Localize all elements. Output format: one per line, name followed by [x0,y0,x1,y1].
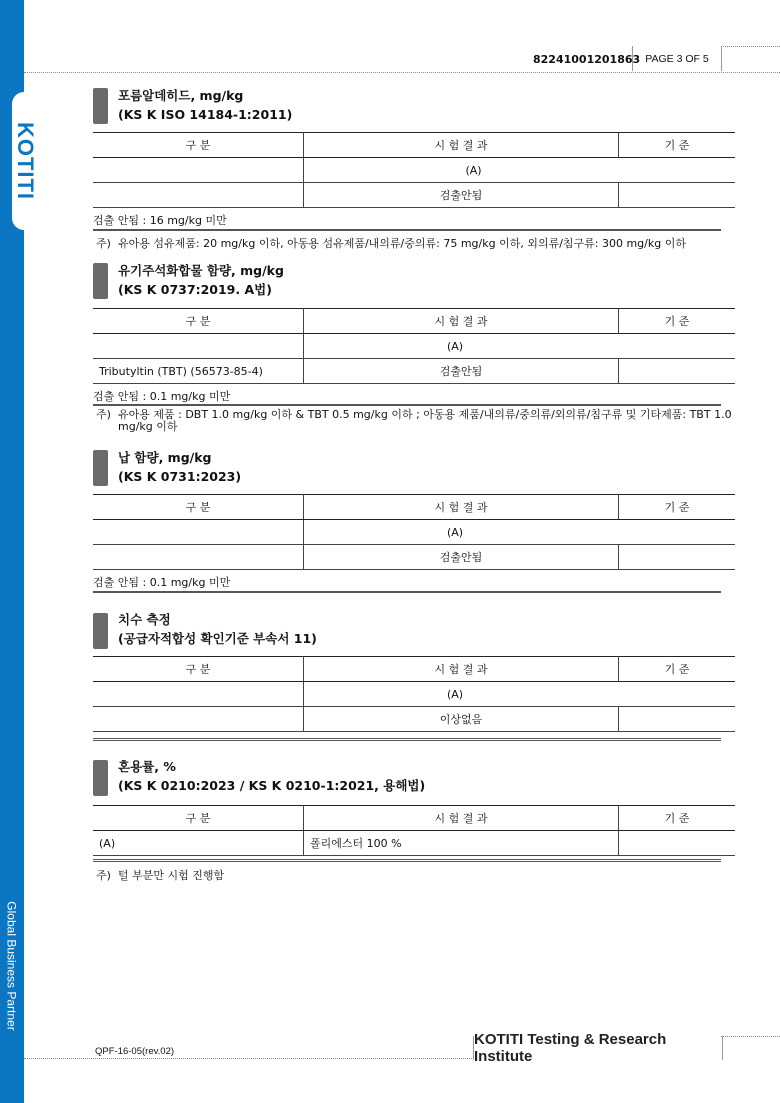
brand-tagline: Global Business Partner [5,901,19,1031]
row-label [93,707,304,732]
col-header-result: 시 험 결 과 [304,806,619,831]
footnote: 주) 털 부분만 시험 진행함 [96,869,225,882]
col-header-result: 시 험 결 과 [304,495,619,520]
result-value: 검출안됨 [304,545,619,570]
row-label [93,183,304,208]
section-marker [93,263,108,299]
detection-limit-note: 검출 안됨 : 0.1 mg/kg 미만 [93,390,231,403]
footer-divider [24,1058,474,1059]
col-header-category: 구 분 [93,657,304,682]
criteria-value [619,831,736,856]
results-table-lead [93,494,735,570]
company-name: KOTITI Testing & Research Institute [473,1036,723,1060]
section-title-lead: 납 함량, mg/kg (KS K 0731:2023) [118,450,242,484]
results-table-composition [93,805,735,856]
criteria-value [619,359,736,384]
criteria-value [619,183,736,208]
form-number: QPF-16-05(rev.02) [95,1046,175,1057]
table-row [93,707,735,732]
detection-limit-note: 검출 안됨 : 16 mg/kg 미만 [93,214,227,227]
row-label: Tributyltin (TBT) (56573-85-4) [93,359,304,384]
section-marker [93,450,108,486]
section-divider [93,404,721,406]
row-label [93,545,304,570]
col-header-result: 시 험 결 과 [304,133,619,158]
results-table-formaldehyde [93,132,735,208]
footnote: 주) 유아용 제품 : DBT 1.0 mg/kg 이하 & TBT 0.5 mg/kg 이하 ; 아동용 제품/내의류/중의류/외의류/침구류 및 기타제품: TBT 1.0 mg/kg 이하 [96,408,732,433]
section-divider [93,591,721,593]
detection-limit-note: 검출 안됨 : 0.1 mg/kg 미만 [93,576,231,589]
section-marker [93,760,108,796]
results-table-dimension [93,656,735,732]
sample-id: (A) [304,158,736,183]
table-row [93,183,735,208]
col-header-result: 시 험 결 과 [304,309,619,334]
section-marker [93,613,108,649]
col-header-criteria: 기 준 [619,309,736,334]
result-value: 폴리에스터 100 % [304,831,619,856]
section-divider [93,738,721,741]
footer-divider-right [721,1036,780,1037]
table-row [93,158,735,183]
section-title-composition: 혼용률, % (KS K 0210:2023 / KS K 0210-1:2021, 용해법) [118,759,426,793]
col-header-category: 구 분 [93,495,304,520]
table-row [93,520,735,545]
result-value: 검출안됨 [304,183,619,208]
col-header-criteria: 기 준 [619,806,736,831]
criteria-value [619,545,736,570]
report-number: 82241001201863 [533,53,641,66]
table-row [93,334,735,359]
logo-tab [12,92,38,230]
table-row [93,831,735,856]
col-header-criteria: 기 준 [619,133,736,158]
result-value: 검출안됨 [304,359,619,384]
results-table-organotin [93,308,735,384]
section-title-formaldehyde: 포름알데히드, mg/kg (KS K ISO 14184-1:2011) [118,88,293,122]
table-row [93,682,735,707]
header-divider [24,72,780,73]
col-header-category: 구 분 [93,309,304,334]
footnote: 주) 유아용 섬유제품: 20 mg/kg 이하, 아동용 섬유제품/내의류/중의류: 75 mg/kg 이하, 외의류/침구류: 300 mg/kg 이하 [96,237,686,250]
section-divider [93,859,721,862]
col-header-criteria: 기 준 [619,657,736,682]
result-value: 이상없음 [304,707,619,732]
section-divider [93,229,721,231]
sample-id: (A) [304,682,736,707]
sample-id: (A) [304,520,736,545]
sample-id: (A) [304,334,736,359]
section-title-dimension: 치수 측정 (공급자적합성 확인기준 부속서 11) [118,612,317,646]
col-header-category: 구 분 [93,133,304,158]
col-header-category: 구 분 [93,806,304,831]
section-marker [93,88,108,124]
section-title-organotin: 유기주석화합물 함량, mg/kg (KS K 0737:2019. A법) [118,263,284,297]
header-divider-right [721,46,780,47]
table-row [93,359,735,384]
col-header-result: 시 험 결 과 [304,657,619,682]
criteria-value [619,707,736,732]
col-header-criteria: 기 준 [619,495,736,520]
page-indicator: PAGE 3 OF 5 [632,46,722,71]
table-row [93,545,735,570]
row-label: (A) [93,831,304,856]
kotiti-logo: KOTITI [13,121,39,201]
